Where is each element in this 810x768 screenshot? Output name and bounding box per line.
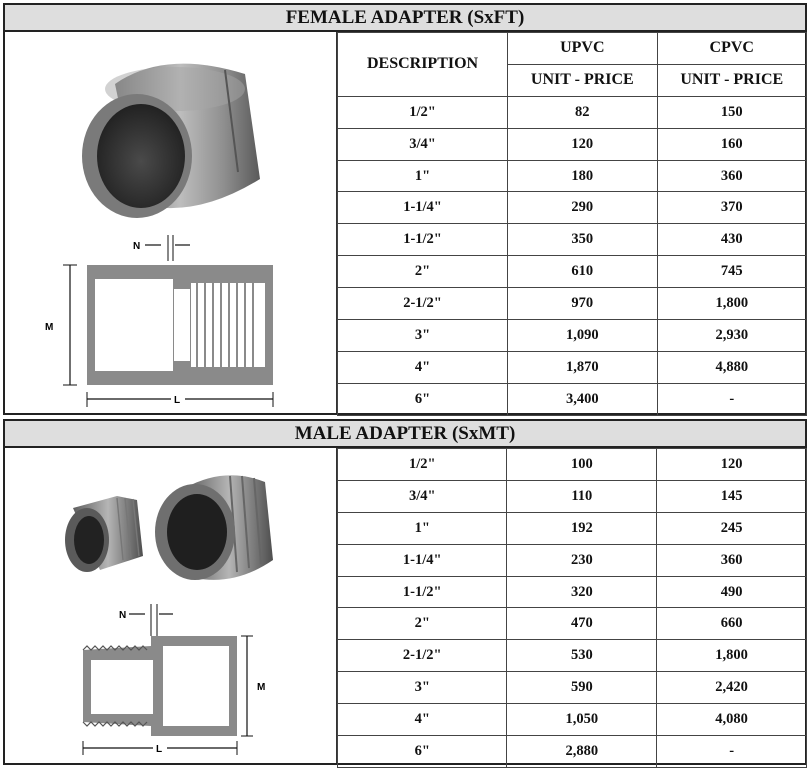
table-row: [338, 512, 807, 544]
size-cell: 6": [338, 383, 508, 415]
dim-n-label: N: [133, 241, 141, 252]
size-cell: 1-1/4": [338, 544, 507, 576]
dim-l-label: L: [156, 744, 163, 755]
upvc-price-cell: 610: [508, 256, 657, 288]
cpvc-price-cell: 660: [657, 608, 807, 640]
cpvc-price-cell: 4,080: [657, 704, 807, 736]
cpvc-price-cell: 4,880: [657, 351, 806, 383]
upvc-price-cell: 970: [508, 288, 657, 320]
table-row: [338, 96, 807, 128]
upvc-price-cell: 2,880: [507, 736, 657, 768]
upvc-price-cell: 590: [507, 672, 657, 704]
size-cell: 2-1/2": [338, 288, 508, 320]
upvc-price-cell: 530: [507, 640, 657, 672]
upvc-price-cell: 3,400: [508, 383, 657, 415]
upvc-unit-price-header: UNIT - PRICE: [508, 64, 657, 96]
table-row: [338, 128, 807, 160]
upvc-price-cell: 470: [507, 608, 657, 640]
table-row: [338, 480, 807, 512]
table-row: [338, 544, 807, 576]
table-row: [338, 608, 807, 640]
cpvc-price-cell: 120: [657, 449, 807, 481]
dim-m-label: M: [257, 682, 266, 693]
table-row: [338, 736, 807, 768]
cpvc-price-cell: 160: [657, 128, 806, 160]
female-adapter-title: FEMALE ADAPTER (SxFT): [3, 3, 807, 32]
table-row: [338, 192, 807, 224]
upvc-price-cell: 320: [507, 576, 657, 608]
cpvc-price-cell: 150: [657, 96, 806, 128]
female-adapter-section: [3, 32, 807, 415]
price-sheet: [3, 3, 807, 765]
table-row: [338, 640, 807, 672]
cpvc-price-cell: 2,420: [657, 672, 807, 704]
size-cell: 1-1/4": [338, 192, 508, 224]
cpvc-price-cell: 430: [657, 224, 806, 256]
male-adapter-title: MALE ADAPTER (SxMT): [3, 419, 807, 448]
table-row: [338, 288, 807, 320]
upvc-price-cell: 230: [507, 544, 657, 576]
upvc-price-cell: 1,090: [508, 320, 657, 352]
dim-n-label: N: [119, 610, 127, 621]
table-row: [338, 160, 807, 192]
upvc-price-cell: 290: [508, 192, 657, 224]
upvc-price-cell: 110: [507, 480, 657, 512]
cpvc-price-cell: 745: [657, 256, 806, 288]
size-cell: 3/4": [338, 480, 507, 512]
size-cell: 2-1/2": [338, 640, 507, 672]
table-row: [338, 224, 807, 256]
size-cell: 1/2": [338, 96, 508, 128]
female-adapter-dimension-drawing: [25, 227, 325, 417]
cpvc-unit-price-header: UNIT - PRICE: [657, 64, 806, 96]
cpvc-price-cell: 245: [657, 512, 807, 544]
cpvc-price-cell: 1,800: [657, 640, 807, 672]
size-cell: 1": [338, 160, 508, 192]
size-cell: 6": [338, 736, 507, 768]
size-cell: 3/4": [338, 128, 508, 160]
male-adapter-section: [3, 448, 807, 765]
dim-m-label: M: [45, 322, 54, 333]
male-adapter-photo: [55, 468, 285, 598]
upvc-price-cell: 1,870: [508, 351, 657, 383]
male-adapter-dimension-drawing: [25, 598, 325, 758]
male-adapter-illustrations: [5, 448, 337, 763]
table-row: [338, 320, 807, 352]
table-row: [338, 576, 807, 608]
cpvc-price-cell: -: [657, 736, 807, 768]
cpvc-price-cell: 370: [657, 192, 806, 224]
size-cell: 1/2": [338, 449, 507, 481]
table-row: [338, 351, 807, 383]
upvc-price-cell: 120: [508, 128, 657, 160]
female-adapter-photo: [75, 44, 275, 234]
table-header-row: [338, 33, 807, 65]
upvc-header: UPVC: [508, 33, 657, 65]
table-row: [338, 672, 807, 704]
upvc-price-cell: 1,050: [507, 704, 657, 736]
size-cell: 1": [338, 512, 507, 544]
description-header: DESCRIPTION: [338, 33, 508, 97]
cpvc-price-cell: 360: [657, 544, 807, 576]
cpvc-price-cell: -: [657, 383, 806, 415]
cpvc-price-cell: 360: [657, 160, 806, 192]
cpvc-price-cell: 145: [657, 480, 807, 512]
cpvc-price-cell: 490: [657, 576, 807, 608]
cpvc-price-cell: 1,800: [657, 288, 806, 320]
upvc-price-cell: 350: [508, 224, 657, 256]
upvc-price-cell: 192: [507, 512, 657, 544]
cpvc-price-cell: 2,930: [657, 320, 806, 352]
size-cell: 3": [338, 320, 508, 352]
table-row: [338, 449, 807, 481]
size-cell: 4": [338, 351, 508, 383]
size-cell: 2": [338, 256, 508, 288]
size-cell: 2": [338, 608, 507, 640]
size-cell: 3": [338, 672, 507, 704]
upvc-price-cell: 82: [508, 96, 657, 128]
upvc-price-cell: 100: [507, 449, 657, 481]
table-row: [338, 704, 807, 736]
male-adapter-price-table: [337, 448, 807, 768]
upvc-price-cell: 180: [508, 160, 657, 192]
table-row: [338, 383, 807, 415]
size-cell: 4": [338, 704, 507, 736]
dim-l-label: L: [174, 395, 181, 406]
size-cell: 1-1/2": [338, 224, 508, 256]
size-cell: 1-1/2": [338, 576, 507, 608]
female-adapter-illustrations: [5, 32, 337, 413]
cpvc-header: CPVC: [657, 33, 806, 65]
table-row: [338, 256, 807, 288]
female-adapter-price-table: [337, 32, 807, 416]
